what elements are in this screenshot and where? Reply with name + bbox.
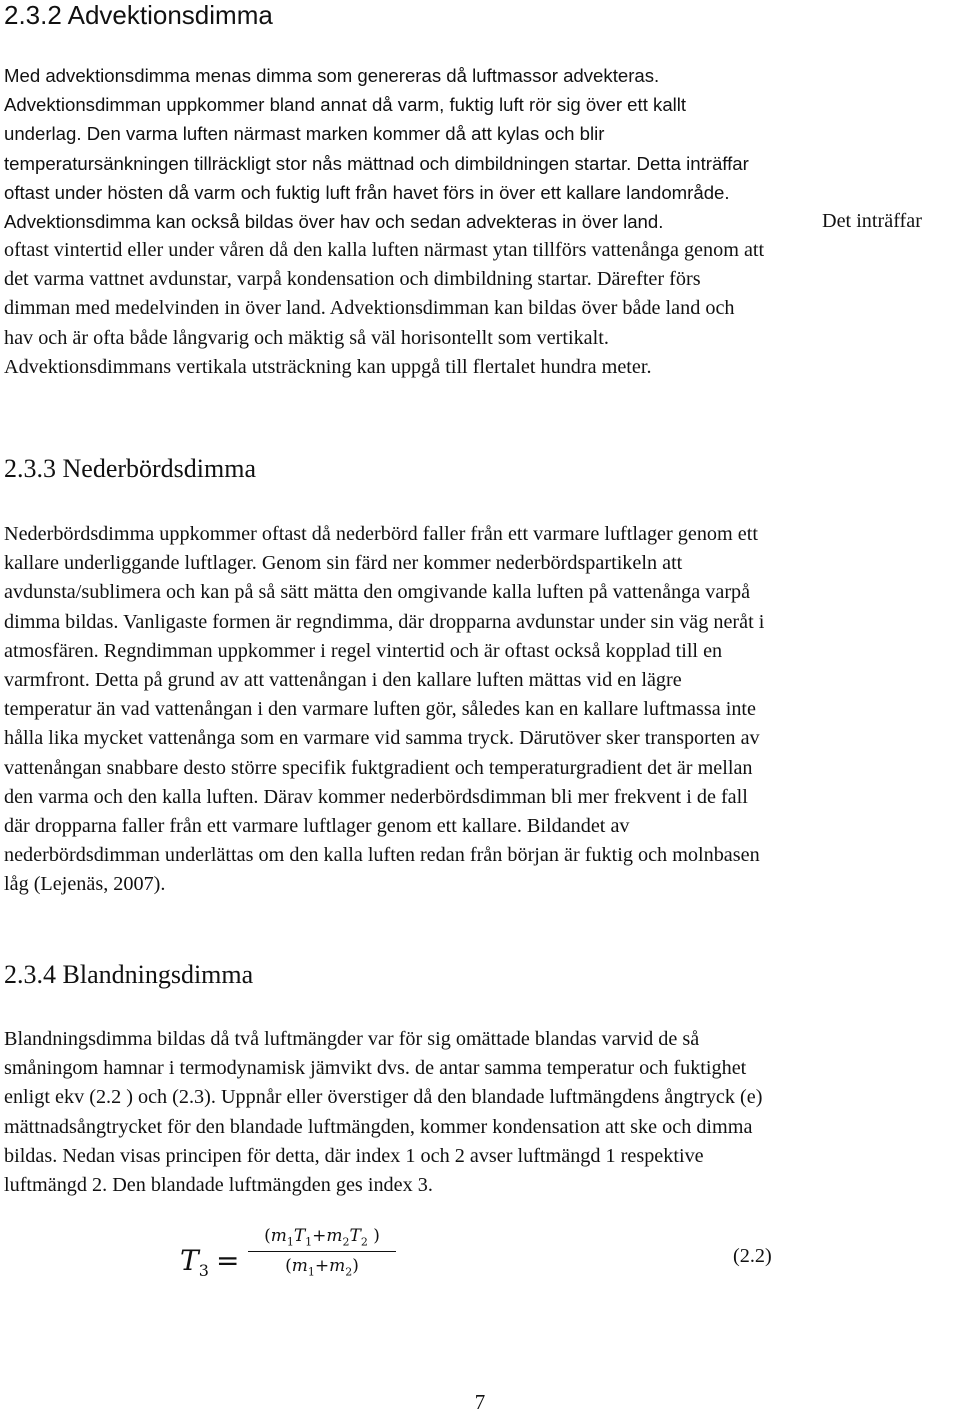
text-line: atmosfären. Regndimman uppkommer i regel vintertid och är oftast också kopplad till en xyxy=(4,639,723,662)
text-line: enligt ekv (2.2 ) och (2.3). Uppnår eller överstiger då den blandade luftmängdens ångtryck (e) xyxy=(4,1086,763,1109)
mixing-temperature-equation xyxy=(180,1226,420,1290)
equation-fraction xyxy=(248,1226,396,1279)
paragraph-blandningsdimma xyxy=(4,1025,956,1200)
text-line: oftast under hösten då varm och fuktig luft från havet förs in över ett kallare landområde. xyxy=(4,181,730,203)
paragraph-nederbordsdimma xyxy=(4,520,956,900)
text-line: dimman med medelvinden in över land. Advektionsdimman kan bildas över både land och xyxy=(4,297,735,320)
text-line: hav och är ofta både långvarig och mäktig så väl horisontellt som vertikalt. xyxy=(4,326,609,349)
text-line: hålla lika mycket vattenånga som en varmare vid samma tryck. Därutöver sker transporten av xyxy=(4,727,760,750)
text-line: Nederbördsdimma uppkommer oftast då nederbörd faller från ett varmare luftlager genom ett xyxy=(4,523,758,545)
text-line: Med advektionsdimma menas dimma som genereras då luftmassor advekteras. xyxy=(4,65,660,86)
text-line: Advektionsdimma kan också bildas över hav och sedan advekteras in över land. xyxy=(4,211,664,233)
text-line: varmfront. Detta på grund av att vattenångan i den kallare luften mättas vid en lägre xyxy=(4,669,682,692)
text-line: luftmängd 2. Den blandade luftmängden ges index 3. xyxy=(4,1174,433,1197)
text-line: dimma bildas. Vanligaste formen är regndimma, där dropparna avdunstar under sin väg neråt i xyxy=(4,610,765,633)
text-line: nederbördsdimman underlättas om den kalla luften redan från början är fuktig och molnbasen xyxy=(4,844,760,867)
section-heading-2-3-4: 2.3.4 Blandningsdimma xyxy=(4,960,254,989)
text-line: den varma och den kalla luften. Därav kommer nederbördsdimman bli mer frekvent i de fall xyxy=(4,785,748,808)
text-line: temperatursänkningen tillräckligt stor nås mättnad och dimbildningen startar. Detta inträffar xyxy=(4,152,749,174)
text-line: Blandningsdimma bildas då två luftmängder var för sig omättade blandas varvid de så xyxy=(4,1028,700,1050)
text-line: småningom hamnar i termodynamisk jämvikt dvs. de antar samma temperatur och fuktighet xyxy=(4,1057,747,1080)
text-line: bildas. Nedan visas principen för detta, där index 1 och 2 avser luftmängd 1 respektive xyxy=(4,1144,704,1167)
section-heading-2-3-2: 2.3.2 Advektionsdimma xyxy=(4,0,273,30)
text-line: mättnadsångtrycket för den blandade luftmängden, kommer kondensation att ske och dimma xyxy=(4,1115,753,1138)
text-line: temperatur än vad vattenångan i den varmare luften gör, således kan en kallare luftmassa inte xyxy=(4,698,756,721)
text-line: oftast vintertid eller under våren då den kalla luften närmast ytan tillförs vattenånga genom att xyxy=(4,239,765,261)
equation-number: (2.2) xyxy=(733,1245,772,1267)
text-line: låg (Lejenäs, 2007). xyxy=(4,873,166,896)
text-line: kallare underliggande luftlager. Genom sin färd ner kommer nederbördspartikeln att xyxy=(4,552,683,575)
text-line: det varma vattnet avdunstar, varpå kondensation och dimbildning startar. Därefter förs xyxy=(4,268,701,291)
text-line: avdunsta/sublimera och kan på så sätt mätta den omgivande kalla luften på vattenånga varpå xyxy=(4,581,751,604)
paragraph-advektionsdimma-serif xyxy=(4,236,956,382)
equation-numerator: ($m_1T_1+m_2T_2$ ) xyxy=(248,1226,396,1252)
paragraph-advektionsdimma xyxy=(4,61,954,236)
text-line: vattenångan snabbare desto större specifik fuktgradient och temperaturgradient det är mellan xyxy=(4,756,753,779)
page-number: 7 xyxy=(474,1390,486,1414)
text-line: Advektionsdimmans vertikala utsträckning kan uppgå till flertalet hundra meter. xyxy=(4,355,652,378)
equation-equals-sign: = xyxy=(216,1244,240,1277)
equation-lhs: $T_3$ xyxy=(180,1244,209,1280)
text-line: Det inträffar xyxy=(822,210,922,232)
text-line: underlag. Den varma luften närmast marken kommer då att kylas och blir xyxy=(4,123,605,145)
paragraph-advektionsdimma-serif-start xyxy=(822,207,960,236)
equation-denominator: $(m_1+m_2)$ xyxy=(285,1256,359,1279)
text-line: där dropparna faller från ett varmare luftlager genom ett kallare. Bildandet av xyxy=(4,815,630,838)
text-line: Advektionsdimman uppkommer bland annat då varm, fuktig luft rör sig över ett kallt xyxy=(4,94,687,116)
section-heading-2-3-3: 2.3.3 Nederbördsdimma xyxy=(4,454,257,483)
